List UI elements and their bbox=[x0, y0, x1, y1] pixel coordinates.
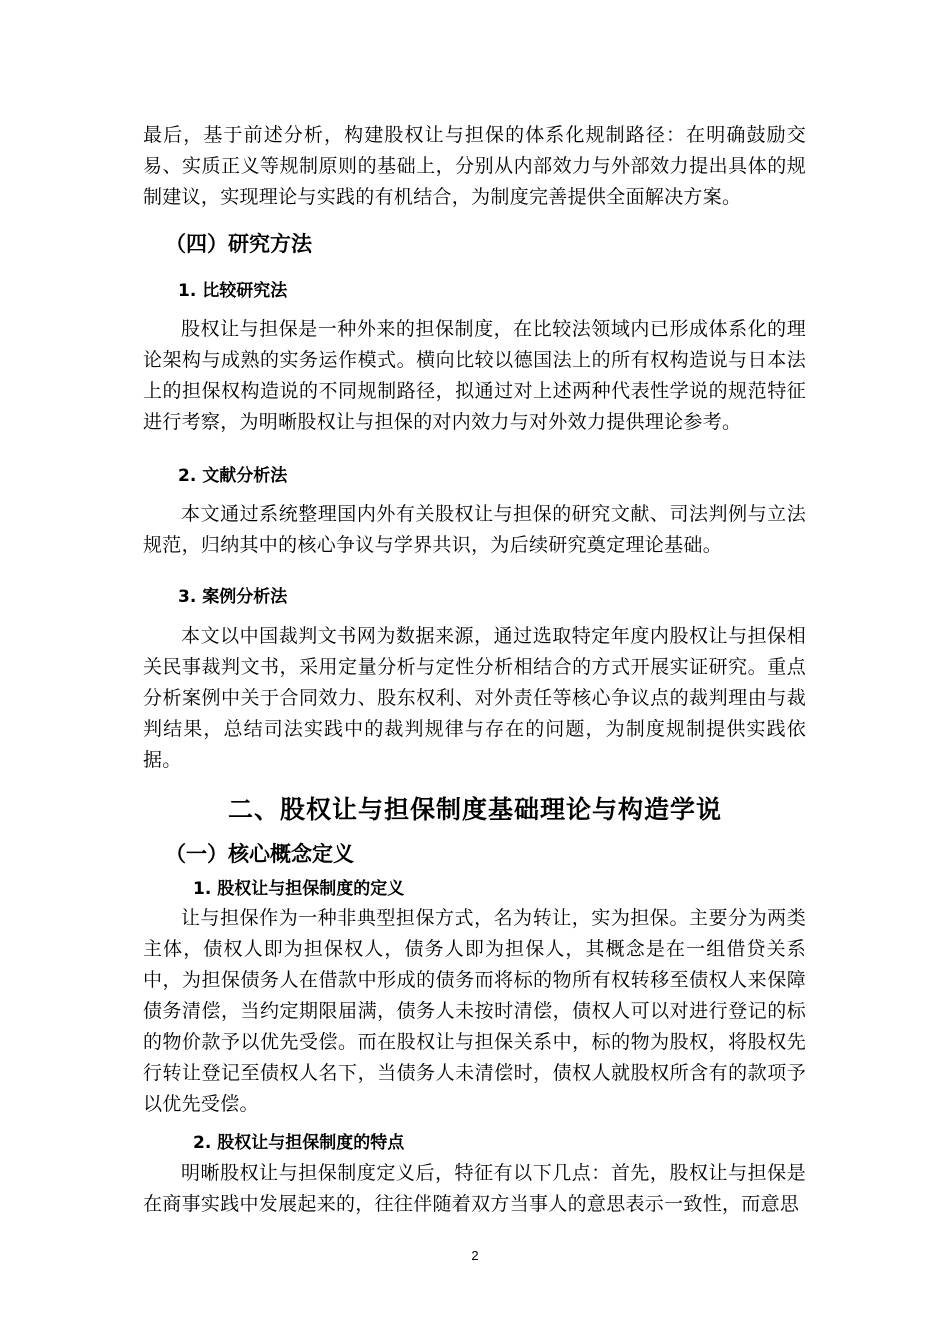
chapter-title: 二、股权让与担保制度基础理论与构造学说 bbox=[227, 795, 722, 824]
heading-research-methods: （四）研究方法 bbox=[165, 232, 312, 256]
paragraph-case-method: 本文以中国裁判文书网为数据来源，通过选取特定年度内股权让与担保相关民事裁判文书，采用定量分析与定性分析相结合的方式开展实证研究。重点分析案例中关于合同效力、股东权利、对外责任等核心争议点的裁判理由与裁判结果，总结司法实践中的裁判规律与存在的问题，为制度规制提供实践依据。 bbox=[143, 625, 806, 771]
paragraph-characteristics: 明晰股权让与担保制度定义后，特征有以下几点：首先，股权让与担保是在商事实践中发展起来的，往往伴随着双方当事人的意思表示一致性，而意思 bbox=[143, 1162, 806, 1215]
page-number: 2 bbox=[471, 1248, 479, 1263]
paragraph-definition: 让与担保作为一种非典型担保方式，名为转让，实为担保。主要分为两类主体，债权人即为担保权人，债务人即为担保人，其概念是在一组借贷关系中，为担保债务人在借款中形成的债务而将标的物所有权转移至债权人来保障债务清偿，当约定期限届满，债务人未按时清偿，债权人可以对进行登记的标的物价款予以优先受偿。而在股权让与担保关系中，标的物为股权，将股权先行转让登记至债权人名下，当债务人未清偿时，债权人就股权所含有的款项予以优先受偿。 bbox=[143, 907, 806, 1115]
heading-comparative-method: 1. 比较研究法 bbox=[178, 281, 288, 301]
heading-case-method: 3. 案例分析法 bbox=[178, 587, 288, 607]
paragraph-conclusion-path: 最后，基于前述分析，构建股权让与担保的体系化规制路径：在明确鼓励交易、实质正义等规制原则的基础上，分别从内部效力与外部效力提出具体的规制建议，实现理论与实践的有机结合，为制度完善提供全面解决方案。 bbox=[143, 124, 806, 208]
heading-characteristics: 2. 股权让与担保制度的特点 bbox=[193, 1133, 405, 1153]
paragraph-literature-method: 本文通过系统整理国内外有关股权让与担保的研究文献、司法判例与立法规范，归纳其中的核心争议与学界共识，为后续研究奠定理论基础。 bbox=[143, 503, 806, 556]
heading-definition: 1. 股权让与担保制度的定义 bbox=[193, 879, 405, 899]
heading-literature-method: 2. 文献分析法 bbox=[178, 466, 288, 486]
heading-core-concepts: （一）核心概念定义 bbox=[165, 842, 354, 866]
paragraph-comparative-method: 股权让与担保是一种外来的担保制度，在比较法领域内已形成体系化的理论架构与成熟的实务运作模式。横向比较以德国法上的所有权构造说与日本法上的担保权构造说的不同规制路径，拟通过对上述两种代表性学说的规范特征进行考察，为明晰股权让与担保的对内效力与对外效力提供理论参考。 bbox=[143, 318, 806, 433]
